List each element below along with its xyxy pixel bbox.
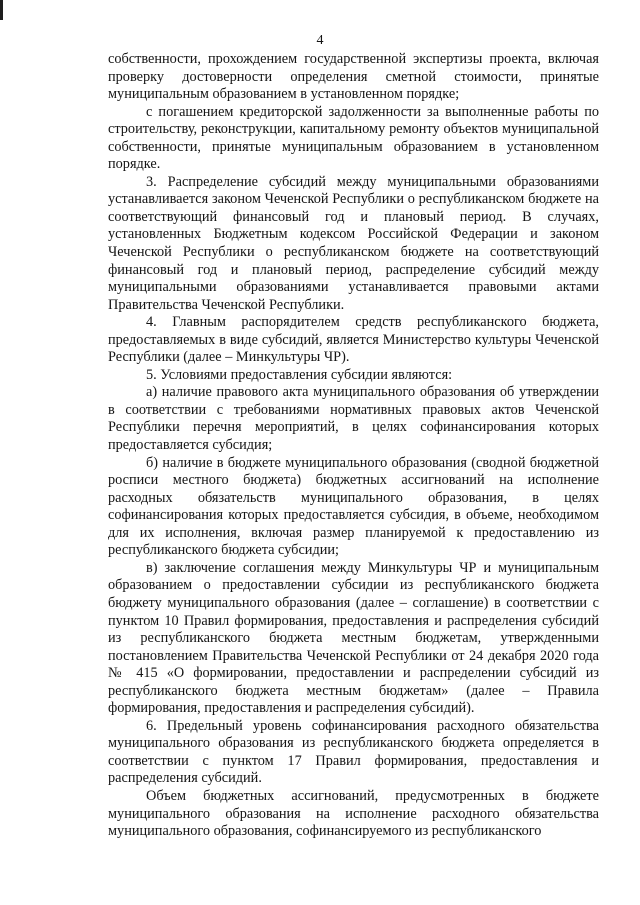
paragraph: б) наличие в бюджете муниципального образования (сводной бюджетной росписи местного бюджета) бюджетных ассигнований на исполнение расходных обязательств муниципального образования, в целях софинансирования которых предоставляется субсидия, в объеме, необходимом для их исполнения, включая размер планируемой к предоставлению из республиканского бюджета субсидии;	[108, 454, 599, 559]
paragraph: 4. Главным распорядителем средств республиканского бюджета, предоставляемых в виде субсидий, является Министерство культуры Чеченской Республики (далее – Минкультуры ЧР).	[108, 314, 599, 366]
paragraph: Объем бюджетных ассигнований, предусмотренных в бюджете муниципального образования на исполнение расходного обязательства муниципального образования, софинансируемого из республиканского	[108, 787, 599, 840]
paragraph: 6. Предельный уровень софинансирования расходного обязательства муниципального образования из республиканского бюджета определяется в соответствии с пунктом 17 Правил формирования, предоставления и распределения субсидий.	[108, 717, 599, 787]
paragraph: с погашением кредиторской задолженности за выполненные работы по строительству, реконструкции, капитальному ремонту объектов муниципальной собственности, принятые муниципальным образованием в установленном порядке.	[108, 103, 599, 173]
paragraph: 5. Условиями предоставления субсидии являются:	[146, 366, 453, 383]
page-number: 4	[316, 33, 324, 48]
paragraph: 3. Распределение субсидий между муниципальными образованиями устанавливается законом Чеченской Республики о республиканском бюджете на соответствующий финансовый год и плановый период. В случаях, установленных Бюджетным кодексом Российской Федерации и законом Чеченской Республики о республиканском бюджете на соответствующий финансовый год и плановый период, распределение субсидий между муниципальными образованиями устанавливается правовыми актами Правительства Чеченской Республики.	[108, 173, 599, 313]
document-body	[108, 51, 599, 841]
paragraph: в) заключение соглашения между Минкультуры ЧР и муниципальным образованием о предоставлении субсидии из республиканского бюджета бюджету муниципального образования (далее – соглашение) в соответствии с пунктом 10 Правил формирования, предоставления и распределения субсидий из республиканского бюджета местным бюджетам, утвержденными постановлением Правительства Чеченской Республики от 24 декабря 2020 года № 415 «О формировании, предоставлении и распределении субсидий из республиканского бюджета местным бюджетам» (далее – Правила формирования, предоставления и распределения субсидий).	[108, 559, 599, 717]
paragraph: собственности, прохождением государственной экспертизы проекта, включая проверку достоверности определения сметной стоимости, принятые муниципальным образованием в установленном порядке;	[108, 51, 599, 103]
scan-edge-mark	[0, 0, 3, 20]
paragraph: а) наличие правового акта муниципального образования об утверждении в соответствии с требованиями нормативных правовых актов Чеченской Республики перечня мероприятий, в целях софинансирования которых предоставляется субсидия;	[108, 384, 599, 454]
